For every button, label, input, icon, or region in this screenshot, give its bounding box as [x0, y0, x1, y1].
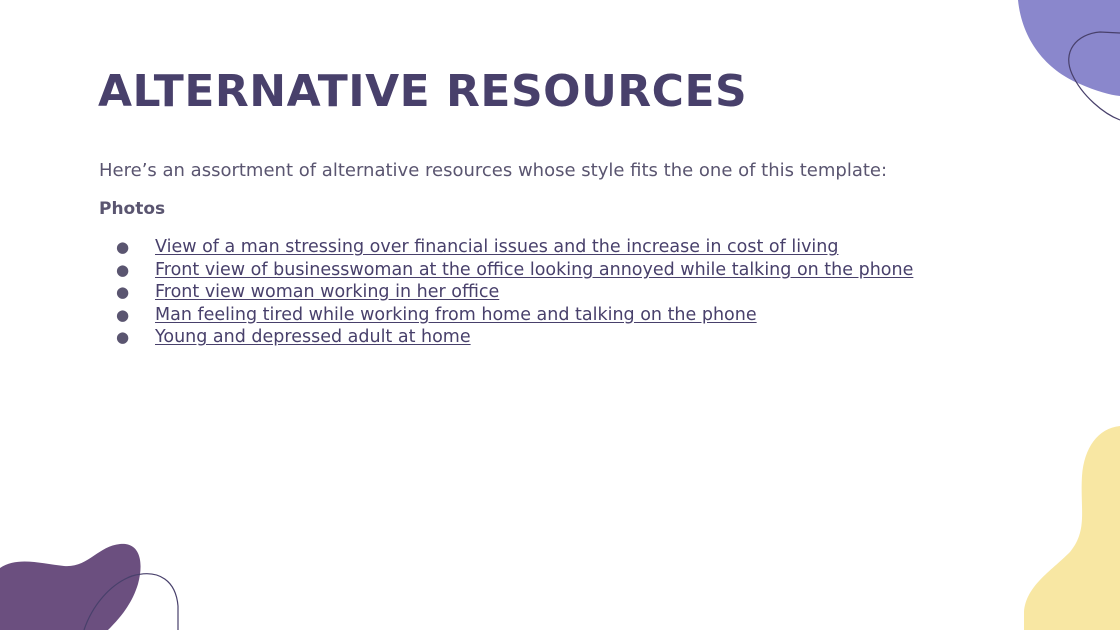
- intro-text: Here’s an assortment of alternative resources whose style fits the one of this template:: [99, 160, 888, 181]
- photo-link-4[interactable]: Man feeling tired while working from home and talking on the phone: [155, 304, 757, 325]
- photo-link-3[interactable]: Front view woman working in her office: [155, 282, 500, 303]
- bottom-right-blob: [1024, 426, 1120, 630]
- bullet-icon: ●: [116, 305, 130, 324]
- photo-link-list: [116, 236, 913, 349]
- photo-link-2[interactable]: Front view of businesswoman at the office looking annoyed while talking on the phone: [155, 259, 914, 280]
- bullet-icon: ●: [116, 238, 130, 257]
- bullet-icon: ●: [116, 328, 130, 347]
- photo-link-5[interactable]: Young and depressed adult at home: [155, 327, 471, 348]
- photo-link-1[interactable]: View of a man stressing over financial issues and the increase in cost of living: [155, 237, 839, 258]
- top-right-blob: [1018, 0, 1120, 96]
- list-item: [116, 236, 913, 259]
- list-item: [116, 281, 913, 304]
- slide-title: ALTERNATIVE RESOURCES: [98, 66, 748, 117]
- list-item: [116, 259, 913, 282]
- bullet-icon: ●: [116, 260, 130, 279]
- bullet-icon: ●: [116, 283, 130, 302]
- photos-heading: Photos: [99, 199, 166, 219]
- list-item: [116, 326, 913, 349]
- bottom-left-blob: [0, 544, 141, 630]
- list-item: [116, 304, 913, 327]
